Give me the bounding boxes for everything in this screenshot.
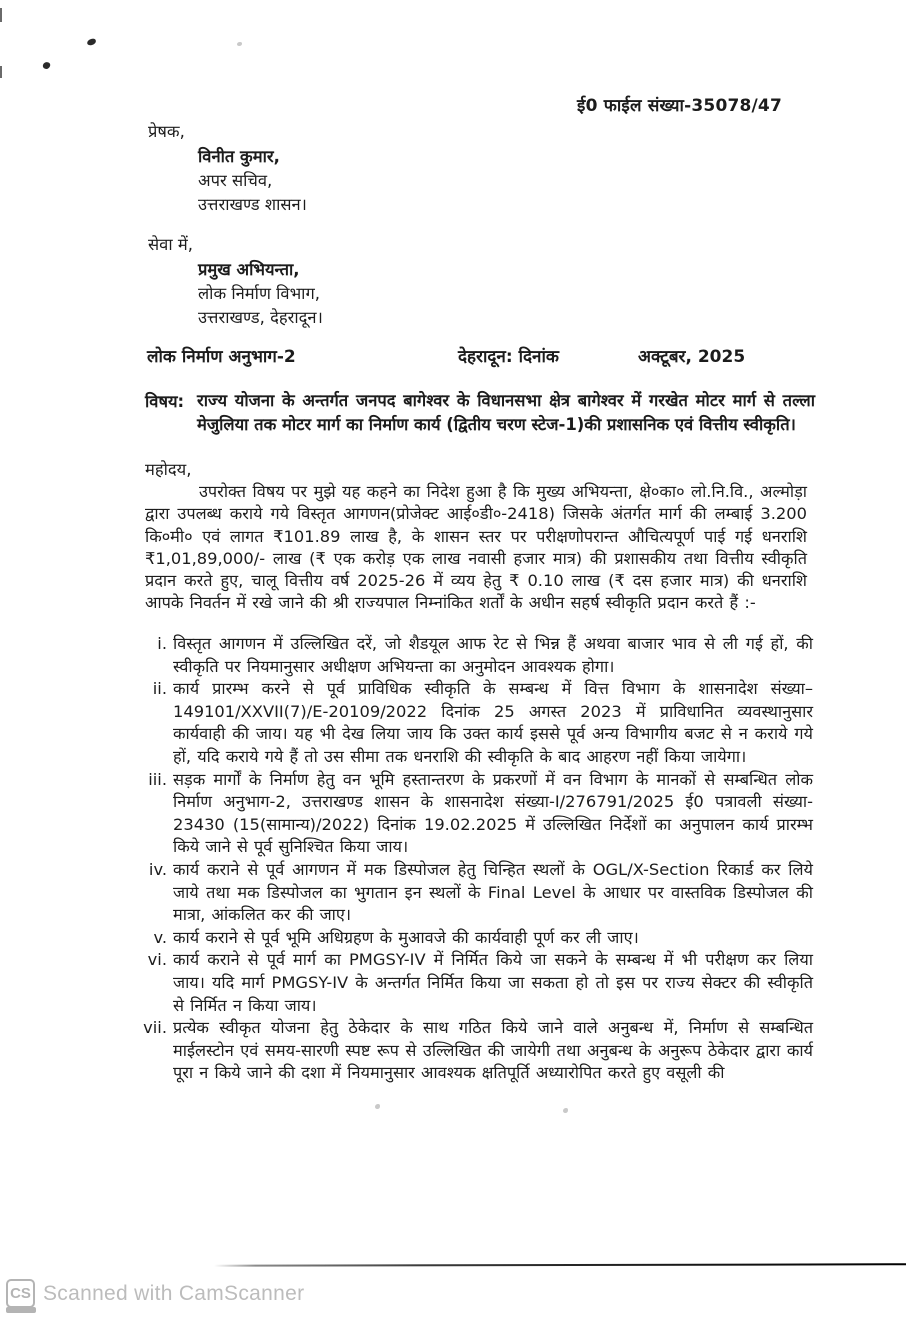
letter-date: अक्टूबर, 2025: [638, 347, 746, 367]
sender-address-block: [198, 145, 307, 217]
recipient-department: लोक निर्माण विभाग,: [198, 284, 320, 303]
ink-speck: [86, 38, 96, 46]
condition-item: [141, 1017, 813, 1085]
sender-name: विनीत कुमार,: [198, 147, 280, 166]
condition-text: प्रत्येक स्वीकृत योजना हेतु ठेकेदार के साथ गठित किये जाने वाले अनुबन्ध में, निर्माण से सम्बन्धित माईलस्टोन एवं समय-सारणी स्पष्ट रूप से उल्लिखित की जायेगी तथा अनुबन्ध के अनुरूप ठेकेदार द्वारा कार्य पूरा न किये जाने की दशा में नियमानुसार आवश्यक क्षतिपूर्ति अध्यारोपित करते हुए वसूली की: [173, 1018, 813, 1083]
condition-text: कार्य कराने से पूर्व भूमि अधिग्रहण के मुआवजे की कार्यवाही पूर्ण कर ली जाए।: [173, 927, 639, 947]
ink-speck: [237, 42, 242, 46]
condition-item: [141, 927, 813, 950]
body-paragraph: उपरोक्त विषय पर मुझे यह कहने का निदेश हुआ है कि मुख्य अभियन्ता, क्षे०का० लो.नि.वि., अल्मोड़ा द्वारा उपलब्ध कराये गये विस्तृत आगणन(प्रोजेक्ट आई०डी०-2418) जिसके अंतर्गत मार्ग की लम्बाई 3.200 कि०मी० एवं लागत ₹101.89 लाख है, के शासन स्तर पर परीक्षणोपरान्त औचित्यपूर्ण पाई गई धनराशि ₹1,01,89,000/- लाख (₹ एक करोड़ एक लाख नवासी हजार मात्र) की प्रशासकीय तथा वित्तीय स्वीकृति प्रदान करते हुए, चालू वित्तीय वर्ष 2025-26 में व्यय हेतु ₹ 0.10 लाख (₹ दस हजार मात्र) की धनराशि आपके निवर्तन में रखे जाने की श्री राज्यपाल निम्नांकित शर्तों के अधीन सहर्ष स्वीकृति प्रदान करते हैं :-: [145, 482, 807, 613]
condition-text: कार्य कराने से पूर्व आगणन में मक डिस्पोजल हेतु चिन्हित स्थलों के OGL/X-Section रिकार्ड कर लिये जाये तथा मक डिस्पोजल का भुगतान इन स्थलों के Final Level के आधार पर वास्तविक डिस्पोजल की मात्रा, आंकलित कर की जाए।: [173, 859, 813, 925]
condition-number: ii.: [152, 679, 167, 699]
condition-item: [141, 859, 813, 927]
subject-text: राज्य योजना के अन्तर्गत जनपद बागेश्वर के विधानसभा क्षेत्र बागेश्वर में गरखेत मोटर मार्ग से तल्ला मेजुलिया तक मोटर मार्ग का निर्माण कार्य (द्वितीय चरण स्टेज-1)की प्रशासनिक एवं वित्तीय स्वीकृति।: [197, 391, 815, 434]
condition-item: [141, 633, 813, 678]
recipient-designation: प्रमुख अभियन्ता,: [198, 260, 300, 279]
camscanner-logo-icon: CS: [6, 1279, 35, 1308]
camscanner-watermark-text: Scanned with CamScanner: [43, 1281, 305, 1305]
ink-speck: [375, 1104, 380, 1109]
conditions-list: [141, 633, 813, 1085]
sender-organization: उत्तराखण्ड शासन।: [198, 195, 307, 214]
page-edge-scan-line: [214, 1263, 906, 1266]
ink-speck: [563, 1108, 568, 1113]
section-date-row: [0, 344, 906, 368]
e-file-number: ई0 फाईल संख्या-35078/47: [577, 96, 782, 116]
recipient-address-block: [198, 258, 323, 330]
ink-speck: [42, 61, 51, 70]
salutation: महोदय,: [145, 460, 192, 479]
sender-label: प्रेषक,: [148, 122, 185, 141]
condition-text: कार्य प्रारम्भ करने से पूर्व प्राविधिक स्वीकृति के सम्बन्ध में वित्त विभाग के शासनादेश संख्या– 149101/XXVII(7)/E-20109/2022 दिनांक 25 अगस्त 2023 में प्राविधानित व्यवस्थानुसार कार्यवाही की जाय। यह भी देख लिया जाय कि उक्त कार्य इससे पूर्व अन्य विभागीय बजट से न कराये गये हों, यदि कराये गये हैं तो उस सीमा तक धनराशि की स्वीकृति के बाद आहरण नहीं किया जायेगा।: [173, 679, 813, 766]
condition-number: iv.: [148, 859, 167, 879]
condition-number: vii.: [143, 1018, 167, 1038]
recipient-location: उत्तराखण्ड, देहरादून।: [198, 308, 323, 327]
condition-number: iii.: [148, 769, 167, 789]
condition-number: i.: [157, 634, 167, 653]
condition-item: [141, 678, 813, 768]
camscanner-watermark: [6, 1279, 304, 1308]
subject-label: विषय:: [145, 392, 185, 411]
condition-number: v.: [153, 927, 167, 947]
scan-edge-artifact: [0, 8, 2, 22]
condition-number: vi.: [147, 950, 167, 970]
place-date-label: देहरादून: दिनांक: [458, 347, 559, 367]
condition-item: [141, 769, 813, 859]
scan-edge-artifact: [0, 66, 2, 78]
condition-item: [141, 949, 813, 1017]
section-name: लोक निर्माण अनुभाग-2: [147, 347, 296, 367]
condition-text: कार्य कराने से पूर्व मार्ग का PMGSY-IV में निर्मित किये जा सकने के सम्बन्ध में भी परीक्षण कर लिया जाय। यदि मार्ग PMGSY-IV के अन्तर्गत निर्मित किया जा सकता हो तो इस पर राज्य सेक्टर की स्वीकृति से निर्मित न किया जाय।: [173, 950, 813, 1015]
condition-text: विस्तृत आगणन में उल्लिखित दरें, जो शैडयूल आफ रेट से भिन्न हैं अथवा बाजार भाव से ली गई हों, की स्वीकृति पर नियमानुसार अधीक्षण अभियन्ता का अनुमोदन आवश्यक होगा।: [173, 634, 813, 676]
sender-designation: अपर सचिव,: [198, 171, 273, 190]
condition-text: सड़क मार्गों के निर्माण हेतु वन भूमि हस्तान्तरण के प्रकरणों में वन विभाग के मानकों से सम्बन्धित लोक निर्माण अनुभाग-2, उत्तराखण्ड शासन के शासनादेश संख्या-I/276791/2025 ई0 पत्रावली संख्या- 23430 (15(सामान्य)/2022) दिनांक 19.02.2025 में उल्लिखित निर्देशों का अनुपालन कार्य प्रारम्भ किये जाने से पूर्व सुनिश्चित किया जाय।: [173, 769, 813, 857]
recipient-label: सेवा में,: [148, 235, 193, 254]
